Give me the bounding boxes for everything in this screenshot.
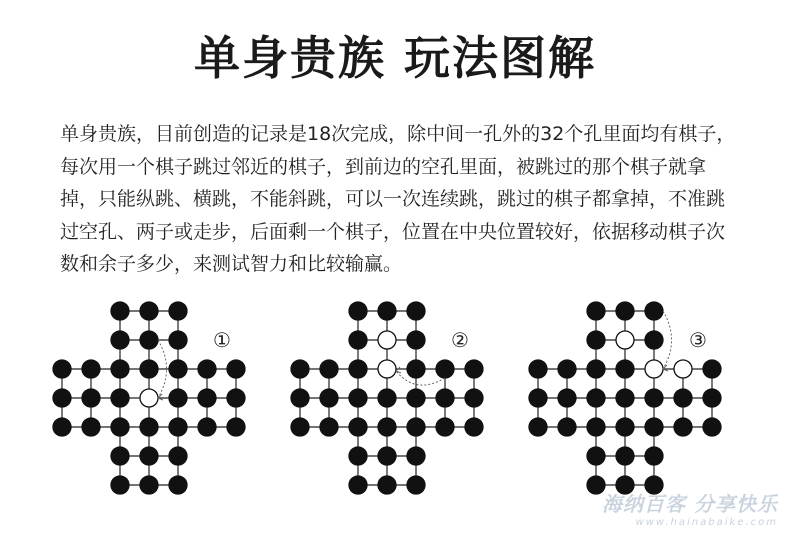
peg (436, 389, 454, 407)
empty-hole (616, 331, 634, 349)
peg (616, 418, 634, 436)
peg (703, 418, 721, 436)
peg (407, 476, 425, 494)
empty-hole (378, 331, 396, 349)
peg (349, 360, 367, 378)
peg (53, 389, 71, 407)
peg (407, 418, 425, 436)
peg (169, 447, 187, 465)
peg (111, 389, 129, 407)
peg (674, 389, 692, 407)
peg (465, 360, 483, 378)
peg (645, 331, 663, 349)
jump-arrow (663, 311, 672, 369)
peg (140, 476, 158, 494)
peg (378, 418, 396, 436)
watermark-url: www.hainabaike.com (635, 517, 778, 528)
peg (378, 389, 396, 407)
peg (198, 360, 216, 378)
peg (616, 389, 634, 407)
peg (616, 447, 634, 465)
peg (82, 418, 100, 436)
peg (436, 418, 454, 436)
peg (53, 418, 71, 436)
step-number: ① (213, 328, 231, 352)
peg (407, 302, 425, 320)
peg (291, 418, 309, 436)
peg (169, 331, 187, 349)
peg (111, 331, 129, 349)
rules-description: 单身贵族，目前创造的记录是18次完成，除中间一孔外的32个孔里面均有棋子，每次用一个棋子跳过邻近的棋子，到前边的空孔里面，被跳过的那个棋子就拿掉，只能纵跳、横跳，不能斜跳，可以一次连续跳，跳过的棋子都拿掉，不准跳过空孔、两子或走步，后面剩一个棋子，位置在中央位置较好，依据移动棋子次数和余子多少，来测试智力和比较输赢。 (60, 123, 736, 275)
peg (349, 389, 367, 407)
peg (349, 302, 367, 320)
peg (587, 331, 605, 349)
peg (140, 360, 158, 378)
peg (140, 418, 158, 436)
peg (616, 360, 634, 378)
peg (645, 389, 663, 407)
peg (407, 331, 425, 349)
peg (227, 418, 245, 436)
peg (291, 360, 309, 378)
peg (169, 360, 187, 378)
step-number: ② (451, 328, 469, 352)
empty-hole (645, 360, 663, 378)
peg (407, 389, 425, 407)
peg (53, 360, 71, 378)
step-number: ③ (689, 328, 707, 352)
peg (465, 418, 483, 436)
peg (529, 360, 547, 378)
empty-hole (674, 360, 692, 378)
peg (349, 418, 367, 436)
peg (227, 389, 245, 407)
peg (227, 360, 245, 378)
peg (111, 447, 129, 465)
peg (558, 389, 576, 407)
arrow-head-icon (663, 365, 668, 371)
peg (674, 418, 692, 436)
peg (111, 360, 129, 378)
peg (465, 389, 483, 407)
peg (616, 302, 634, 320)
peg (320, 418, 338, 436)
peg (645, 302, 663, 320)
peg (140, 331, 158, 349)
peg-board-2 (291, 300, 523, 496)
peg (198, 418, 216, 436)
peg (587, 447, 605, 465)
empty-hole (378, 360, 396, 378)
peg (529, 418, 547, 436)
arrow-head-icon (158, 394, 163, 400)
peg (407, 447, 425, 465)
peg (558, 360, 576, 378)
peg (320, 360, 338, 378)
peg (140, 302, 158, 320)
peg (169, 476, 187, 494)
peg (349, 476, 367, 494)
peg (140, 447, 158, 465)
watermark (602, 488, 778, 528)
peg (703, 389, 721, 407)
peg (198, 389, 216, 407)
peg (587, 389, 605, 407)
peg (111, 476, 129, 494)
peg (169, 418, 187, 436)
peg (645, 418, 663, 436)
peg (349, 447, 367, 465)
peg (587, 302, 605, 320)
peg (378, 302, 396, 320)
peg (587, 418, 605, 436)
peg (320, 389, 338, 407)
page-title: 单身贵族 玩法图解 (193, 31, 596, 85)
peg (169, 389, 187, 407)
peg (82, 389, 100, 407)
empty-hole (140, 389, 158, 407)
peg (703, 360, 721, 378)
peg (558, 418, 576, 436)
peg (169, 302, 187, 320)
peg (378, 476, 396, 494)
peg-board-3 (529, 300, 761, 496)
peg (82, 360, 100, 378)
peg (587, 360, 605, 378)
peg (407, 360, 425, 378)
peg (291, 389, 309, 407)
peg-board-1 (53, 300, 285, 496)
peg (645, 447, 663, 465)
peg (111, 302, 129, 320)
peg (378, 447, 396, 465)
peg (349, 331, 367, 349)
peg (529, 389, 547, 407)
watermark-text: 海纳百客 分享快乐 (602, 492, 778, 516)
peg (111, 418, 129, 436)
peg (436, 360, 454, 378)
